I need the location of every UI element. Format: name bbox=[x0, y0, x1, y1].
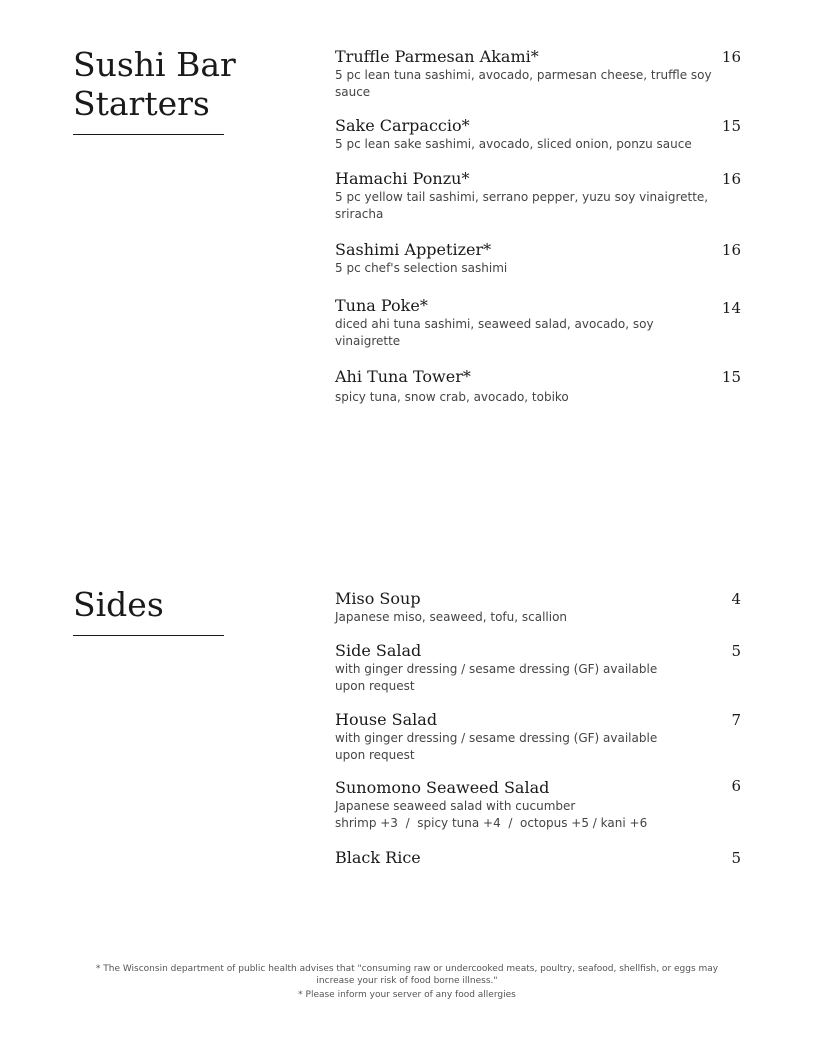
item-price: 16 bbox=[721, 170, 741, 188]
menu-item bbox=[335, 367, 743, 406]
section-title-starters: Sushi Bar Starters bbox=[73, 45, 236, 123]
item-name: Hamachi Ponzu* bbox=[335, 169, 470, 188]
item-description-line: spicy tuna, snow crab, avocado, tobiko bbox=[335, 390, 569, 404]
menu-item bbox=[335, 47, 743, 101]
health-advisory-line-2: increase your risk of food borne illness." bbox=[316, 976, 498, 986]
menu-item bbox=[335, 589, 743, 626]
menu-item bbox=[335, 240, 743, 277]
item-price: 15 bbox=[721, 368, 741, 386]
item-name: Truffle Parmesan Akami* bbox=[335, 47, 539, 66]
menu-item bbox=[335, 169, 743, 223]
item-price: 6 bbox=[731, 777, 741, 795]
item-description-line: shrimp +3 / spicy tuna +4 / octopus +5 / kani +6 bbox=[335, 816, 648, 830]
item-price: 15 bbox=[721, 117, 741, 135]
menu-item bbox=[335, 710, 743, 764]
menu-item bbox=[335, 848, 743, 868]
health-advisory-line-1: * The Wisconsin department of public health advises that "consuming raw or undercooked meats, poultry, seafood, shellfish, or eggs may bbox=[95, 964, 719, 974]
item-description-line: vinaigrette bbox=[335, 334, 401, 348]
item-price: 4 bbox=[731, 590, 741, 608]
item-description-line: sriracha bbox=[335, 207, 384, 221]
menu-item bbox=[335, 641, 743, 695]
menu-item bbox=[335, 116, 743, 153]
item-description-line: with ginger dressing / sesame dressing (GF) available bbox=[335, 731, 658, 745]
item-name: Tuna Poke* bbox=[335, 296, 428, 315]
item-description-line: 5 pc chef's selection sashimi bbox=[335, 261, 508, 275]
item-name: Side Salad bbox=[335, 641, 422, 660]
item-price: 16 bbox=[721, 241, 741, 259]
item-description-line: Japanese seaweed salad with cucumber bbox=[335, 799, 576, 813]
item-description-line: 5 pc lean sake sashimi, avocado, sliced onion, ponzu sauce bbox=[335, 137, 692, 151]
item-name: Miso Soup bbox=[335, 589, 421, 608]
item-description-line: 5 pc yellow tail sashimi, serrano pepper, yuzu soy vinaigrette, bbox=[335, 190, 709, 204]
allergy-notice: * Please inform your server of any food allergies bbox=[298, 990, 516, 1000]
item-description-line: 5 pc lean tuna sashimi, avocado, parmesan cheese, truffle soy bbox=[335, 68, 712, 82]
item-name: Sake Carpaccio* bbox=[335, 116, 470, 135]
item-price: 7 bbox=[731, 711, 741, 729]
item-description-line: sauce bbox=[335, 85, 371, 99]
item-name: House Salad bbox=[335, 710, 438, 729]
item-price: 14 bbox=[721, 299, 741, 317]
item-name: Sashimi Appetizer* bbox=[335, 240, 492, 259]
item-price: 5 bbox=[731, 849, 741, 867]
section-divider-starters bbox=[73, 134, 224, 135]
item-price: 5 bbox=[731, 642, 741, 660]
item-name: Sunomono Seaweed Salad bbox=[335, 778, 550, 797]
item-description-line: diced ahi tuna sashimi, seaweed salad, avocado, soy bbox=[335, 317, 654, 331]
item-name: Black Rice bbox=[335, 848, 421, 867]
item-description-line: Japanese miso, seaweed, tofu, scallion bbox=[335, 610, 568, 624]
menu-item bbox=[335, 296, 743, 350]
item-price: 16 bbox=[721, 48, 741, 66]
item-description-line: upon request bbox=[335, 679, 415, 693]
section-title-sides: Sides bbox=[73, 585, 164, 624]
section-divider-sides bbox=[73, 635, 224, 636]
menu-item bbox=[335, 778, 743, 832]
item-name: Ahi Tuna Tower* bbox=[335, 367, 471, 386]
item-description-line: upon request bbox=[335, 748, 415, 762]
item-description-line: with ginger dressing / sesame dressing (GF) available bbox=[335, 662, 658, 676]
